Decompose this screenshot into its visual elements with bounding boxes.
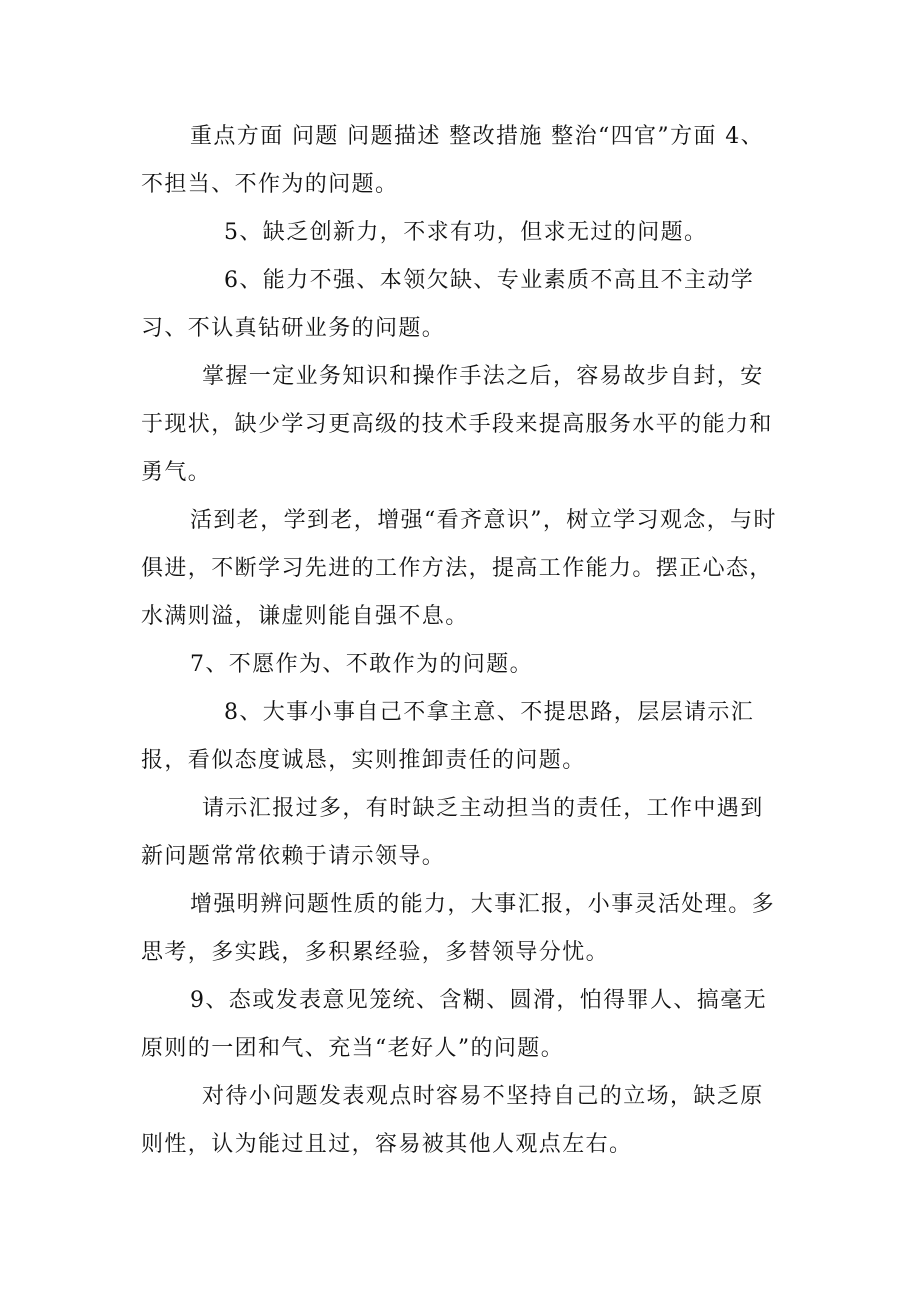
paragraph-item-8-description: 请示汇报过多，有时缺乏主动担当的责任，工作中遇到新问题常常依赖于请示领导。 xyxy=(141,796,764,869)
paragraph-item-9: 9、态或发表意见笼统、含糊、圆滑，怕得罪人、搞毫无原则的一团和气、充当“老好人”的问题。 xyxy=(141,988,767,1061)
paragraph-item-7: 7、不愿作为、不敢作为的问题。 xyxy=(190,652,533,677)
paragraph-item-6-measures: 活到老，学到老，增强“看齐意识”，树立学习观念，与时俱进，不断学习先进的工作方法，提高工作能力。摆正心态，水满则溢，谦虚则能自强不息。 xyxy=(141,508,777,629)
paragraph-item-8-measures: 增强明辨问题性质的能力，大事汇报，小事灵活处理。多思考，多实践，多积累经验，多替领导分忧。 xyxy=(141,892,776,965)
paragraph-item-9-description: 对待小问题发表观点时容易不坚持自己的立场，缺乏原则性，认为能过且过，容易被其他人观点左右。 xyxy=(141,1084,764,1157)
paragraph-item-6-description: 掌握一定业务知识和操作手法之后，容易故步自封，安于现状，缺少学习更高级的技术手段来提高服务水平的能力和勇气。 xyxy=(141,364,773,485)
paragraph-item-6: 6、能力不强、本领欠缺、专业素质不高且不主动学习、不认真钻研业务的问题。 xyxy=(141,268,755,341)
paragraph-item-5: 5、缺乏创新力，不求有功，但求无过的问题。 xyxy=(224,220,708,245)
paragraph-key-areas: 重点方面 问题 问题描述 整改措施 整治“四官”方面 4、不担当、不作为的问题。 xyxy=(141,124,765,197)
paragraph-item-8: 8、大事小事自己不拿主意、不提思路，层层请示汇报，看似态度诚恳，实则推卸责任的问题。 xyxy=(141,700,755,773)
